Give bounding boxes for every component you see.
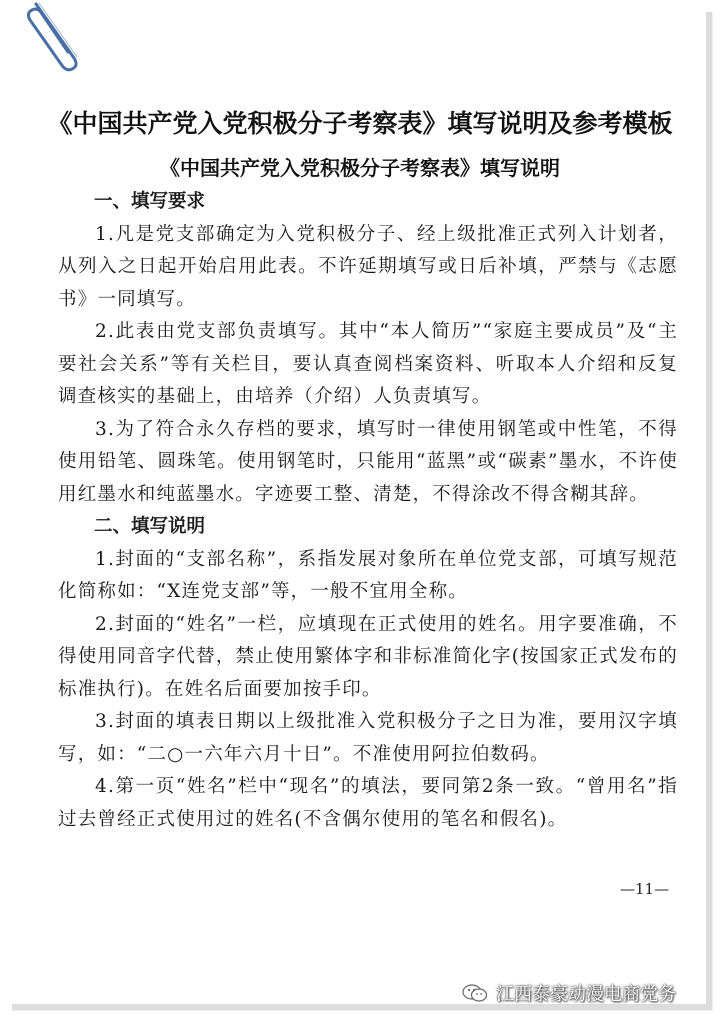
watermark [462,980,676,1006]
paragraph: 3.为了符合永久存档的要求，填写时一律使用钢笔或中性笔，不得使用铅笔、圆珠笔。使用钢笔时，只能用“蓝黑”或“碳素”墨水，不许使用红墨水和纯蓝墨水。字迹要工整、清楚，不得涂改不得含糊其辞。 [58,418,678,505]
document-body [58,186,678,836]
paragraph: 4.第一页“姓名”栏中“现名”的填法，要同第2条一致。“曾用名”指过去曾经正式使用过的姓名(不含偶尔使用的笔名和假名)。 [58,776,678,830]
paragraph: 1.凡是党支部确定为入党积极分子、经上级批准正式列入计划者，从列入之日起开始启用此表。不许延期填写或日后补填，严禁与《志愿书》一同填写。 [58,223,678,310]
wechat-icon [462,983,488,1003]
paperclip-icon [22,0,82,72]
page-number: —11— [620,880,670,898]
paragraph: 1.封面的“支部名称”，系指发展对象所在单位党支部，可填写规范化简称如：“X连党支部”等，一般不宜用全称。 [58,548,678,602]
section-heading: 二、填写说明 [94,516,206,537]
watermark-text: 江西泰豪动漫电商党务 [496,984,676,1005]
document-title: 《中国共产党入党积极分子考察表》填写说明及参考模板 [47,109,673,138]
paragraph: 2.封面的“姓名”一栏，应填现在正式使用的姓名。用字要准确，不得使用同音字代替，禁止使用繁体字和非标准简化字(按国家正式发布的标准执行)。在姓名后面要加按手印。 [58,613,678,700]
paragraph: 3.封面的填表日期以上级批准入党积极分子之日为准，要用汉字填写，如：“二○一六年六月十日”。不准使用阿拉伯数码。 [58,711,678,765]
document-subtitle: 《中国共产党入党积极分子考察表》填写说明 [160,156,560,180]
paragraph: 2.此表由党支部负责填写。其中“本人简历”“家庭主要成员”及“主要社会关系”等有关栏目，要认真查阅档案资料、听取本人介绍和反复调查核实的基础上，由培养（介绍）人负责填写。 [58,321,678,407]
section-heading: 一、填写要求 [94,191,206,212]
